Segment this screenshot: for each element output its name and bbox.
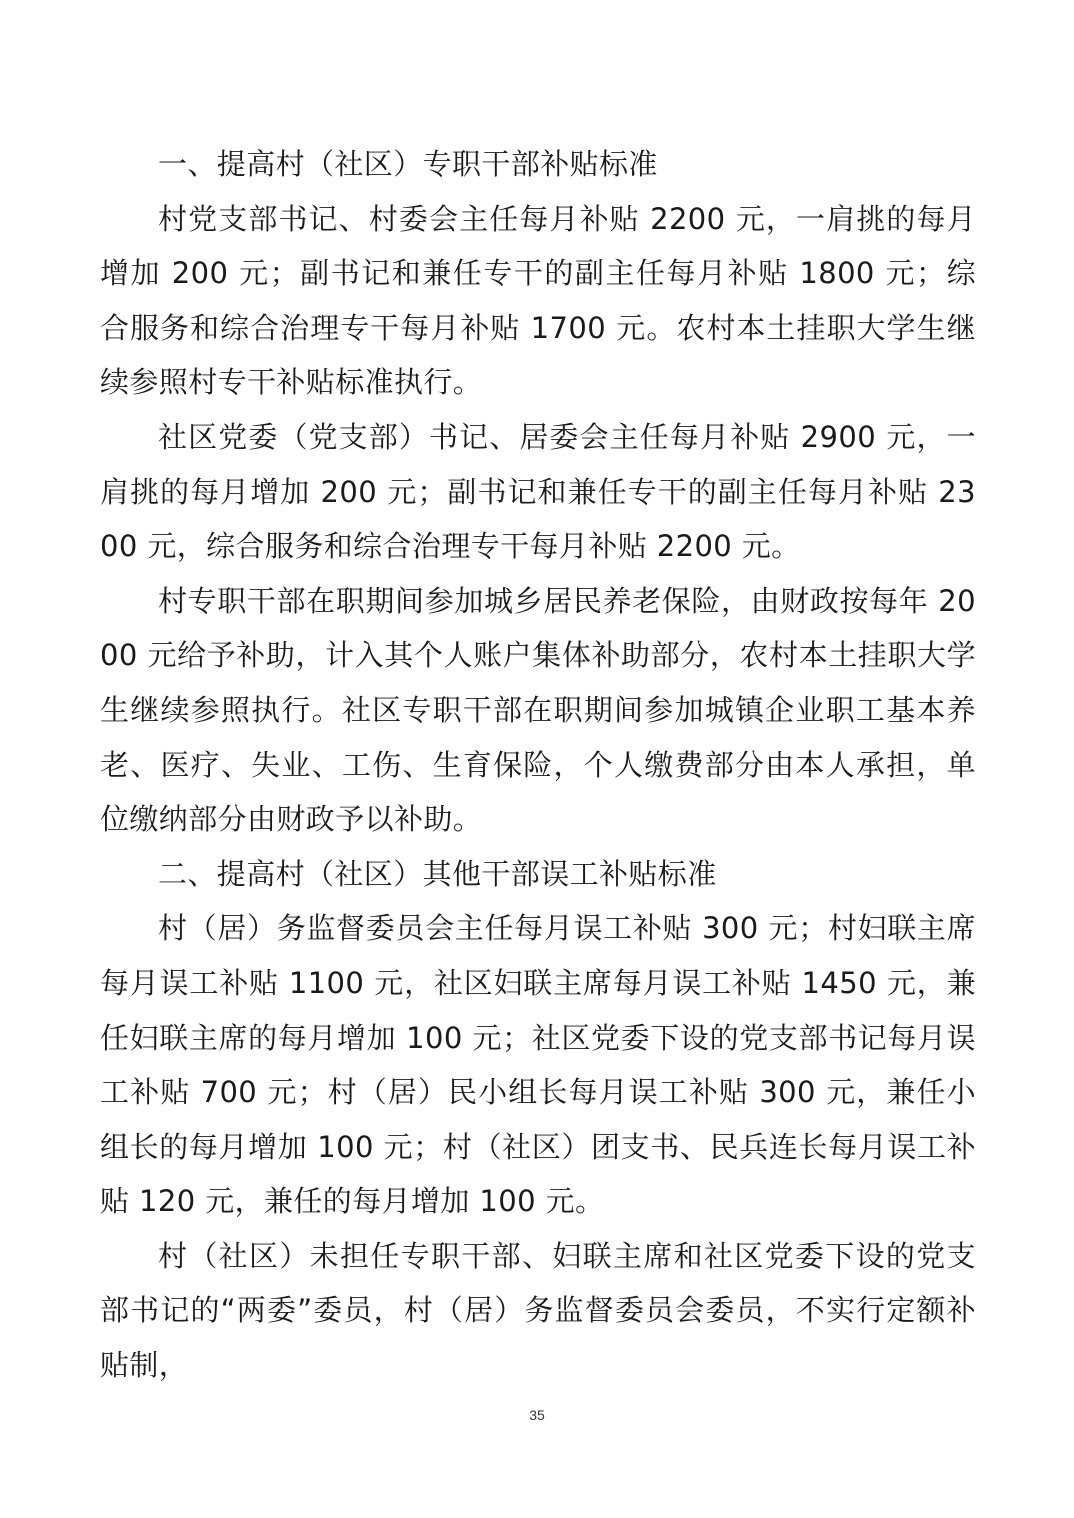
paragraph-village-subsidy: 村党支部书记、村委会主任每月补贴 2200 元，一肩挑的每月增加 200 元；副书记和兼任专干的副主任每月补贴 1800 元；综合服务和综合治理专干每月补贴 1700 元。农村本土挂职大学生继续参照村专干补贴标准执行。 [100,201,976,400]
paragraph-community-subsidy: 社区党委（党支部）书记、居委会主任每月补贴 2900 元，一肩挑的每月增加 200 元；副书记和兼任专干的副主任每月补贴 2300 元，综合服务和综合治理专干每月补贴 2200 元。 [100,419,976,564]
paragraph-insurance: 村专职干部在职期间参加城乡居民养老保险，由财政按每年 2000 元给予补助，计入其个人账户集体补助部分，农村本土挂职大学生继续参照执行。社区专职干部在职期间参加城镇企业职工基本养老、医疗、失业、工伤、生育保险，个人缴费部分由本人承担，单位缴纳部分由财政予以补助。 [100,583,976,837]
page-number: 35 [529,1407,545,1423]
section-heading-1: 一、提高村（社区）专职干部补贴标准 [158,147,658,181]
document-body [100,137,976,1393]
paragraph-other-cadres-subsidy: 村（居）务监督委员会主任每月误工补贴 300 元；村妇联主席每月误工补贴 1100 元，社区妇联主席每月误工补贴 1450 元，兼任妇联主席的每月增加 100 元；社区党委下设的党支部书记每月误工补贴 700 元；村（居）民小组长每月误工补贴 300 元，兼任小组长的每月增加 100 元；村（社区）团支书、民兵连长每月误工补贴 120 元，兼任的每月增加 100 元。 [100,911,976,1219]
paragraph-committee-members: 村（社区）未担任专职干部、妇联主席和社区党委下设的党支部书记的“两委”委员，村（居）务监督委员会委员，不实行定额补贴制， [100,1238,976,1383]
section-heading-2: 二、提高村（社区）其他干部误工补贴标准 [158,856,717,891]
